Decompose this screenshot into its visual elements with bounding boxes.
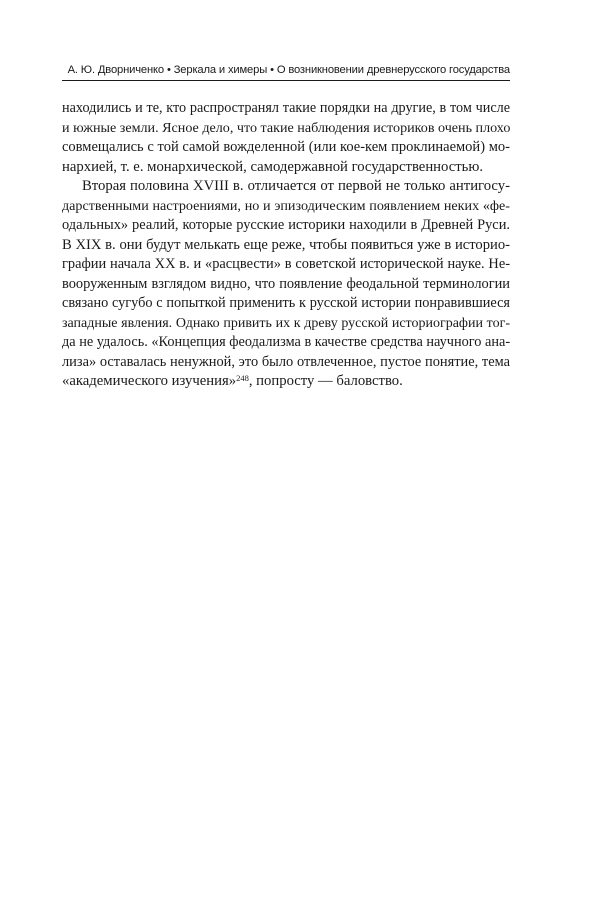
- text-line: вооруженным взглядом видно, что появление феодальной терминологии: [62, 275, 510, 292]
- text-line: нархией, т. е. монархической, самодержавной государственностью.: [62, 158, 484, 175]
- header-rule: [62, 80, 510, 81]
- text-line-last: [62, 372, 510, 392]
- text-line: совмещались с той самой вожделенной (или кое-кем проклинаемой) мо-: [62, 139, 510, 155]
- text-line: западные явления. Однако привить их к древу русской историографии тог-: [62, 315, 510, 331]
- text-line: лиза» оставалась ненужной, это было отвлеченное, пустое понятие, тема: [62, 353, 510, 370]
- text-line: находились и те, кто распространял такие порядки на другие, в том числе: [62, 100, 510, 116]
- header-book-title: Зеркала и химеры: [173, 64, 268, 76]
- running-head: [62, 63, 510, 77]
- text-line: В XIX в. они будут мелькать еще реже, чтобы появиться уже в историо-: [62, 236, 510, 253]
- text-tail: , попросту — баловство.: [248, 373, 403, 389]
- footnote-reference[interactable]: 248: [236, 372, 249, 383]
- text-line: да не удалось. «Концепция феодализма в качестве средства научного ана-: [62, 334, 511, 350]
- paragraph: [62, 99, 510, 177]
- text-line: дарственными настроениями, но и эпизодическим появлением неких «фе-: [62, 197, 510, 214]
- header-separator: •: [270, 64, 274, 76]
- text-line: одальных» реалий, которые русские историки находили в Древней Руси.: [62, 217, 510, 233]
- text-line: связано сугубо с попыткой применить к русской истории понравившиеся: [62, 295, 510, 311]
- text-line: и южные земли. Ясное дело, что такие наблюдения историков очень плохо: [62, 119, 511, 136]
- header-separator: •: [166, 64, 171, 76]
- paragraph: [62, 177, 510, 392]
- body-text: [62, 99, 510, 392]
- text-line: Вторая половина XVIII в. отличается от первой не только антигосу-: [82, 178, 510, 194]
- text-line: графии начала XX в. и «расцвести» в советской исторической науке. Не-: [62, 256, 510, 272]
- header-chapter-title: О возникновении древнерусского государства: [276, 64, 510, 76]
- quoted-phrase: «академического изучения»: [62, 373, 237, 389]
- header-author: А. Ю. Дворниченко: [67, 64, 164, 76]
